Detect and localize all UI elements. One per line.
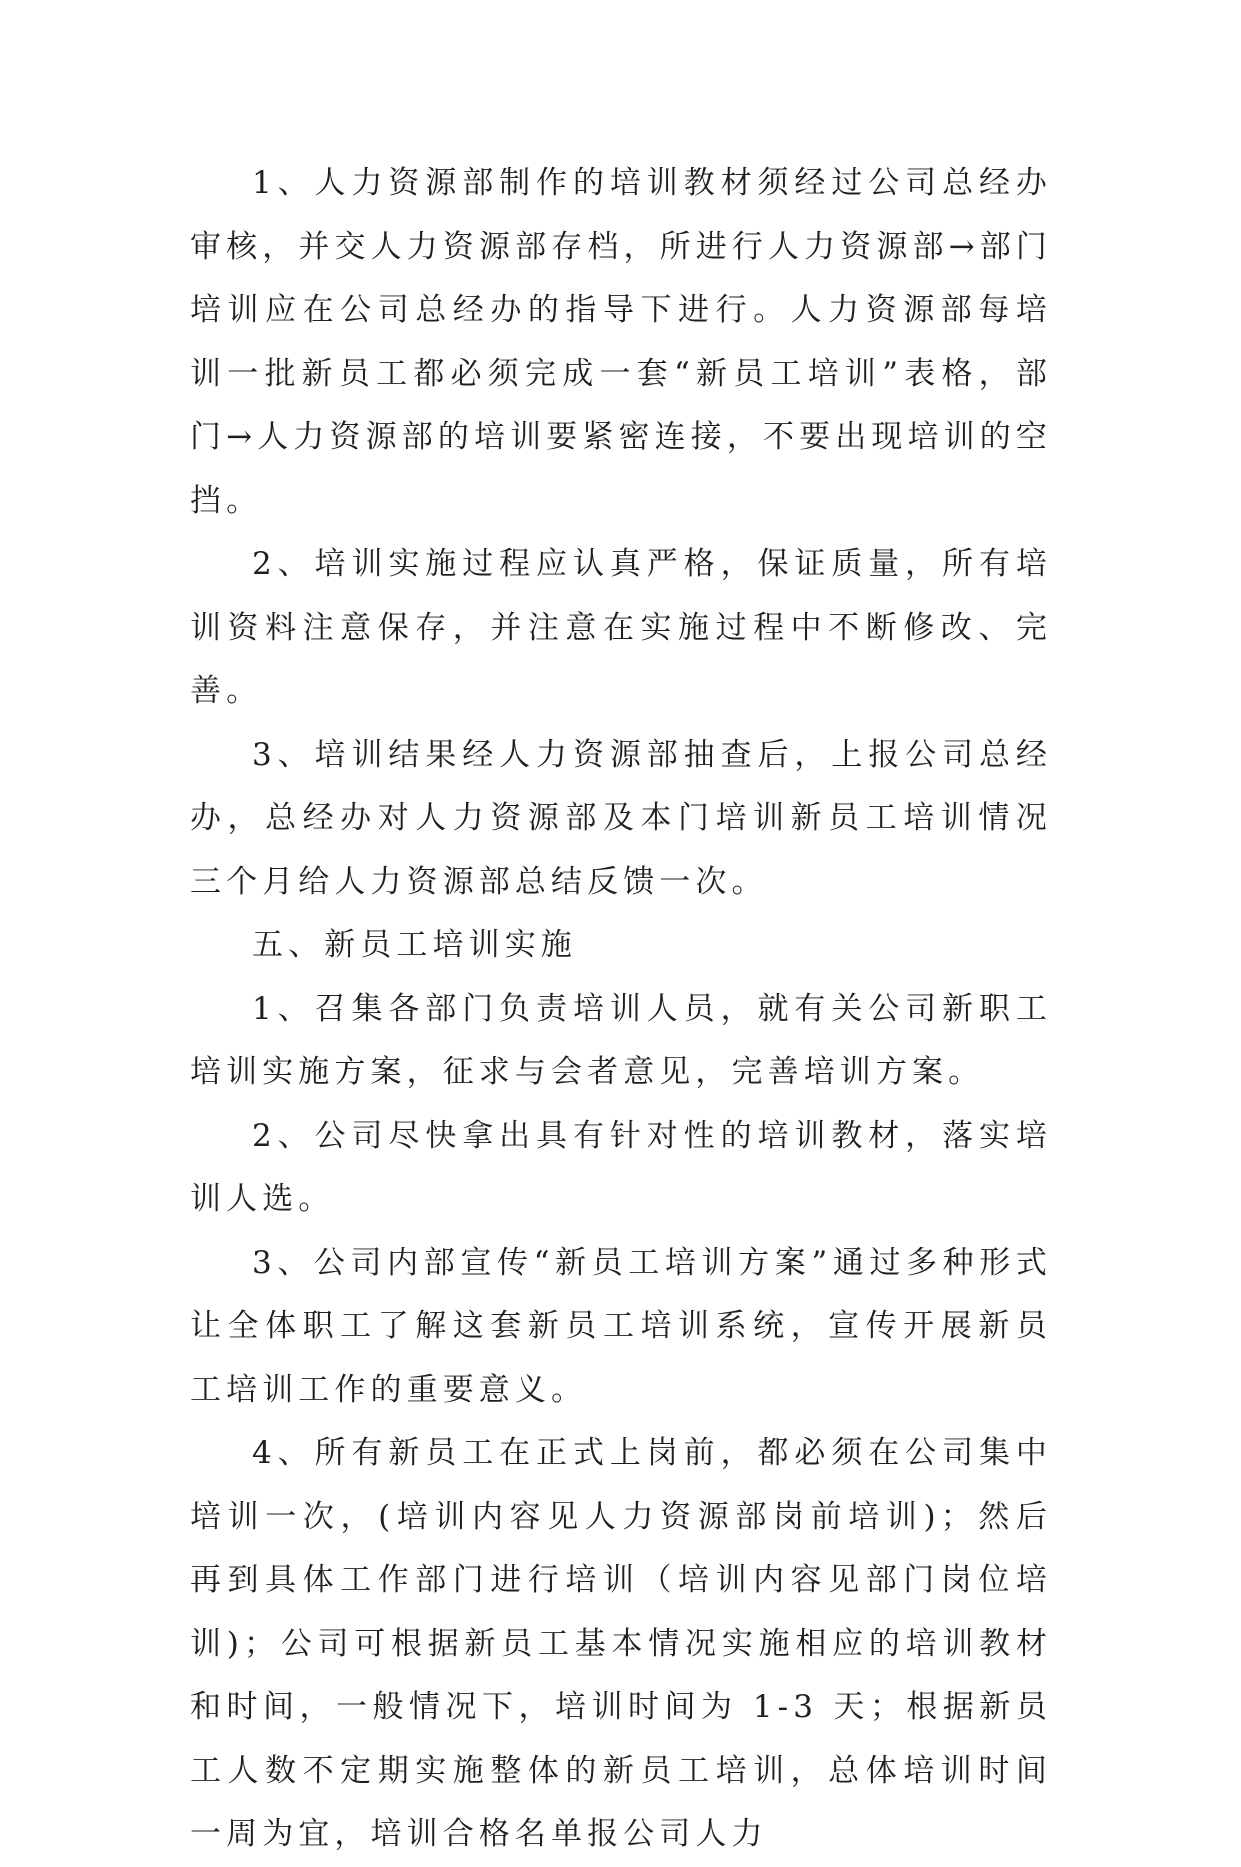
paragraph-5: 2、公司尽快拿出具有针对性的培训教材，落实培训人选。 xyxy=(190,1117,1052,1217)
document-page xyxy=(190,152,1052,1867)
section-heading: 五、新员工培训实施 xyxy=(252,927,577,963)
paragraph-3: 3、培训结果经人力资源部抽查后，上报公司总经办，总经办对人力资源部及本门培训新员工培训情况三个月给人力资源部总结反馈一次。 xyxy=(190,736,1052,900)
paragraph-6: 3、公司内部宣传“新员工培训方案”通过多种形式让全体职工了解这套新员工培训系统，宣传开展新员工培训工作的重要意义。 xyxy=(190,1244,1052,1408)
paragraph-4: 1、召集各部门负责培训人员，就有关公司新职工培训实施方案，征求与会者意见，完善培训方案。 xyxy=(190,990,1052,1090)
paragraph-1: 1、人力资源部制作的培训教材须经过公司总经办审核，并交人力资源部存档，所进行人力资源部→部门培训应在公司总经办的指导下进行。人力资源部每培训一批新员工都必须完成一套“新员工培训”表格，部门→人力资源部的培训要紧密连接，不要出现培训的空挡。 xyxy=(190,165,1052,519)
paragraph-7: 4、所有新员工在正式上岗前，都必须在公司集中培训一次，(培训内容见人力资源部岗前培训)；然后再到具体工作部门进行培训（培训内容见部门岗位培训)；公司可根据新员工基本情况实施相应的培训教材和时间，一般情况下，培训时间为 1-3 天；根据新员工人数不定期实施整体的新员工培训，总体培训时间一周为宜，培训合格名单报公司人力 xyxy=(190,1435,1052,1852)
paragraph-2: 2、培训实施过程应认真严格，保证质量，所有培训资料注意保存，并注意在实施过程中不断修改、完善。 xyxy=(190,546,1052,709)
